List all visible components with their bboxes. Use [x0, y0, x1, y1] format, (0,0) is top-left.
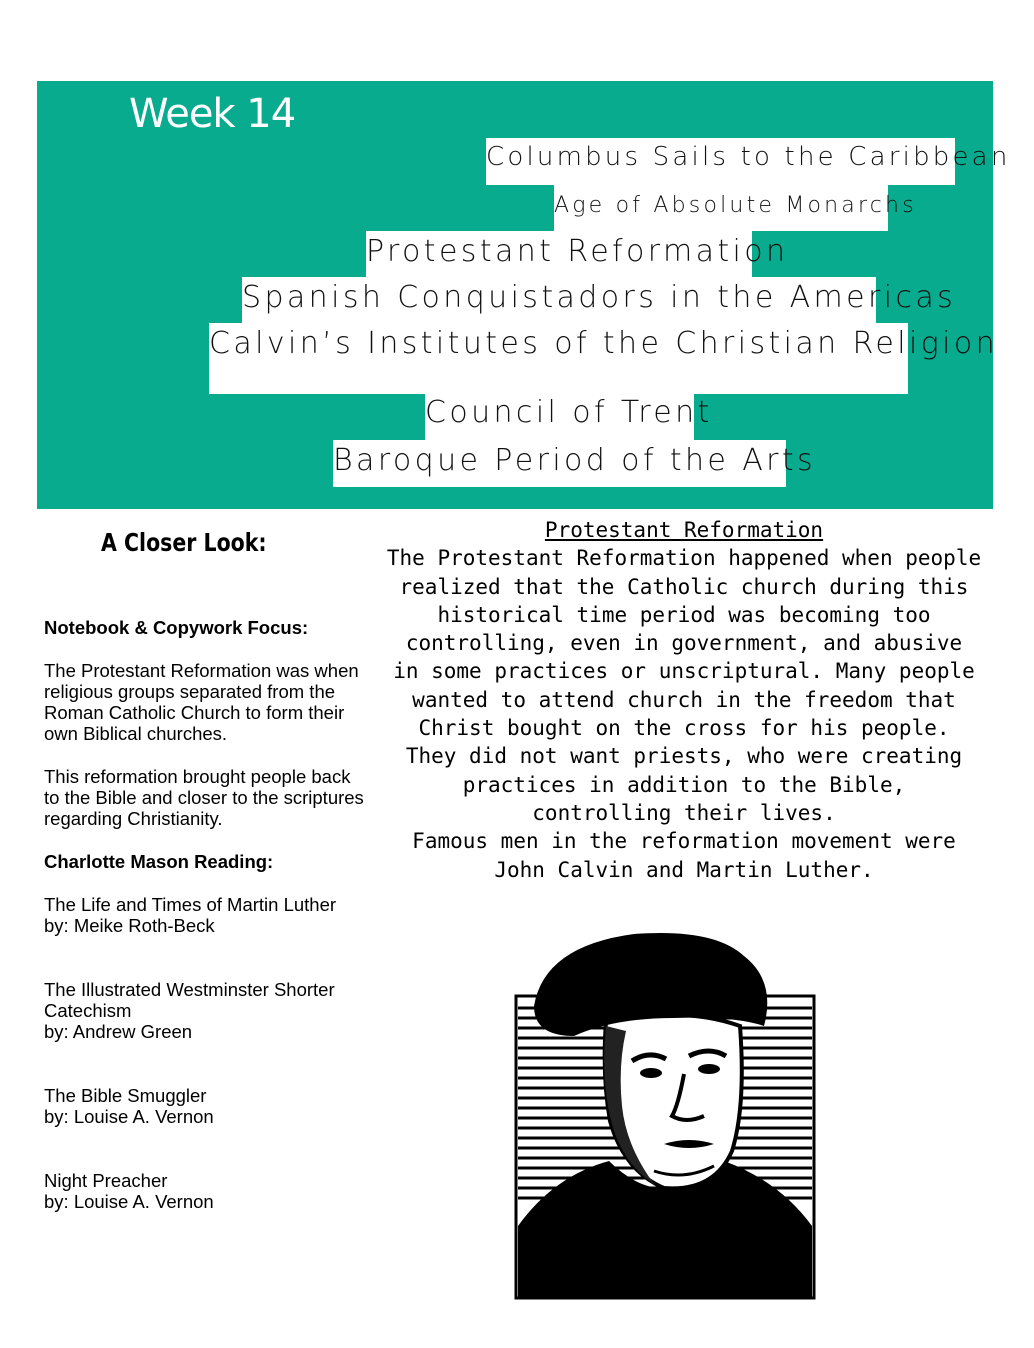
sidebar-notes [44, 617, 364, 1212]
closer-look-heading: A Closer Look: [101, 528, 267, 557]
topic-columbus: Columbus Sails to the Caribbean [486, 138, 955, 185]
book-author: by: Meike Roth-Beck [44, 915, 215, 936]
topic-baroque-period: Baroque Period of the Arts [333, 440, 786, 487]
book-author: by: Louise A. Vernon [44, 1106, 214, 1127]
book-title: The Life and Times of Martin Luther [44, 894, 337, 915]
book-author: by: Louise A. Vernon [44, 1191, 214, 1212]
topic-conquistadors: Spanish Conquistadors in the Americas [242, 277, 876, 323]
header-banner [37, 81, 1011, 509]
book-title: Night Preacher [44, 1170, 168, 1191]
article-title: Protestant Reformation [544, 518, 824, 542]
main-article [374, 516, 994, 884]
topic-council-of-trent: Council of Trent [425, 394, 694, 440]
reading-heading: Charlotte Mason Reading: [44, 851, 274, 872]
notebook-paragraph: This reformation brought people back to the Bible and closer to the scriptures regarding Christianity. [44, 766, 364, 829]
topic-calvins-institutes: Calvin’s Institutes of the Christian Religion [209, 323, 908, 394]
notebook-heading: Notebook & Copywork Focus: [44, 617, 309, 638]
book-title: The Illustrated Westminster Shorter Catechism [44, 979, 335, 1021]
week-label: Week 14 [129, 91, 296, 137]
article-body: The Protestant Reformation happened when people realized that the Catholic church during this historical time period was becoming too controlling, even in government, and abusive in some practices or unscriptural. Many people wanted to attend church in the freedom that Christ bought on the cross for his people. They did not want priests, who were creating practices in addition to the Bible, controlling their lives. Famous men in the reformation movement were John Calvin and Martin Luther. [386, 546, 982, 882]
book-title: The Bible Smuggler [44, 1085, 207, 1106]
martin-luther-portrait [514, 926, 816, 1300]
notebook-paragraph: The Protestant Reformation was when religious groups separated from the Roman Catholic Church to form their own Biblical churches. [44, 660, 359, 744]
topic-absolute-monarchs: Age of Absolute Monarchs [554, 185, 888, 231]
topic-protestant-reformation: Protestant Reformation [366, 231, 752, 277]
book-author: by: Andrew Green [44, 1021, 193, 1042]
